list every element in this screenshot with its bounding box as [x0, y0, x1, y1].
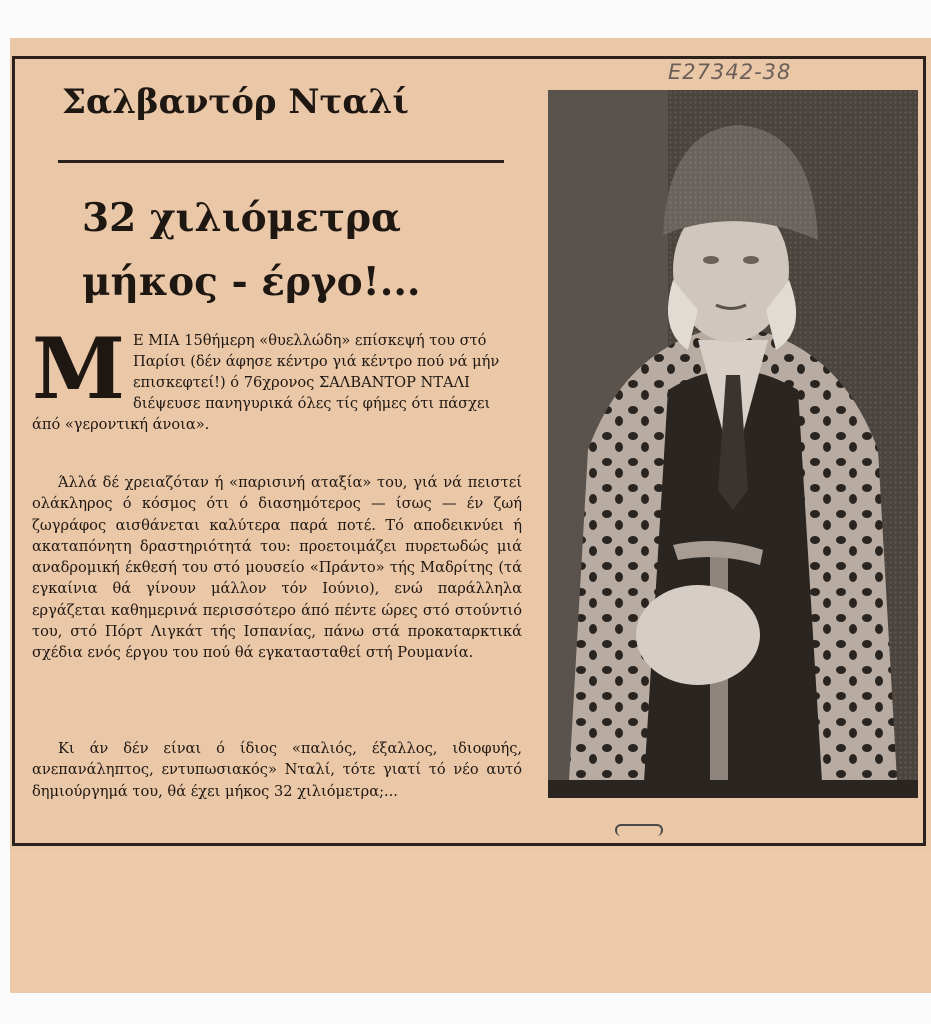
archive-code: Ε27342-38 [668, 60, 792, 84]
lead-paragraph [32, 319, 520, 435]
staple [615, 824, 663, 836]
portrait-illustration [548, 90, 918, 798]
body-paragraph-2: Άλλά δέ χρειαζόταν ή «παρισινή αταξία» του, γιά νά πειστεί ολάκληρος ό κόσμος ότι ό διασημότερος — ίσως — έν ζωή ζωγράφος αισθάνεται καλύτερα παρά ποτέ. Τό αποδεικνύει ή ακαταπόνητη δραστηριότητά του: προετοιμάζει πυρετωδώς μιά αναδρομική έκθεσή του στό μουσείο «Πράντο» τής Μαδρίτης (τά εγκαίνια θά γίνουν μάλλον τόν Ιούνιο), ενώ παράλληλα εργάζεται καθημερινά περισσότερο άπό πέντε ώρες στό στούντιό του, στό Πόρτ Λιγκάτ τής Ισπανίας, πάνω στά προκαταρκτικά σχέδια ενός έργου του πού θά εγκατασταθεί στή Ρουμανία. [32, 474, 522, 662]
headline-line-1: 32 χιλιόμετρα [82, 195, 402, 241]
headline-rule [58, 160, 504, 163]
drop-cap: Μ [32, 319, 125, 418]
body-paragraph-3: Κι άν δέν είναι ό ίδιος «παλιός, έξαλλος, ιδιοφυής, ανεπανάληπτος, εντυπωσιακός» Νταλί, τότε γιατί τό νέο αυτό δημιούργημά του, θά έχει μήκος 32 χιλιόμετρα;... [32, 740, 522, 800]
lead-text: Ε ΜΙΑ 15θήμερη «θυελλώδη» επίσκεψή του στό Παρίσι (δέν άφησε κέντρο γιά κέντρο πού νά μήν επισκεφτεί!) ό 76χρονος ΣΑΛΒΑΝΤΟΡ ΝΤΑΛΙ διέψευσε πανηγυρικά όλες τίς φήμες ότι πάσχει άπό «γεροντική άνοια». [32, 332, 500, 433]
clipping-margin [10, 850, 931, 993]
article-kicker [62, 82, 409, 122]
headline-line-2: μήκος - έργο!... [82, 259, 421, 305]
article-headline [82, 186, 502, 314]
kicker-text: Σαλβαντόρ Νταλί [62, 82, 409, 122]
portrait-photo-icon [548, 90, 918, 798]
